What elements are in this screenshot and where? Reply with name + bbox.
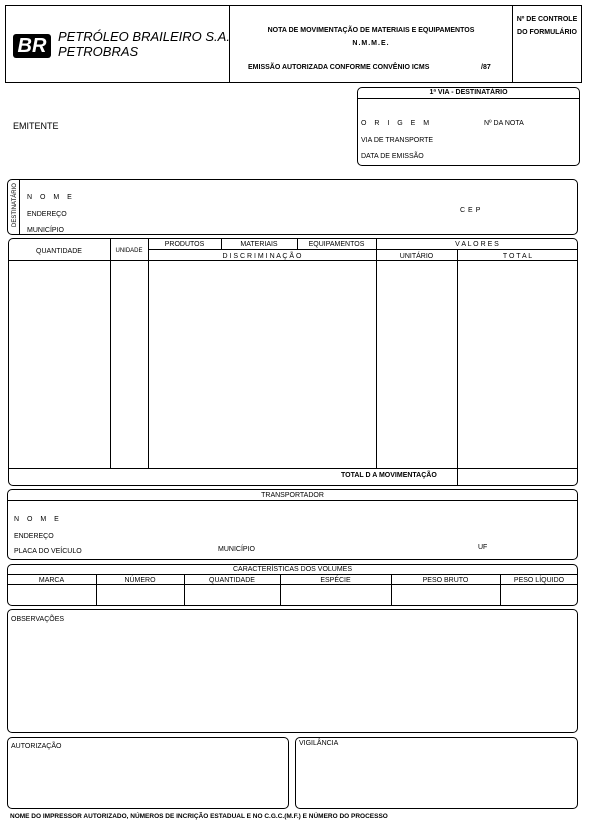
- document-title: NOTA DE MOVIMENTAÇÃO DE MATERIAIS E EQUIPAMENTOS: [267, 27, 475, 34]
- via-transporte-label: VIA DE TRANSPORTE: [361, 137, 434, 144]
- via-title-line: [357, 98, 580, 99]
- destinatario-cep-label: CEP: [460, 207, 484, 214]
- col-unidade: UNIDADE: [115, 248, 143, 254]
- col-total: T O T A L: [502, 253, 533, 260]
- company-brand: PETROBRAS: [58, 44, 139, 59]
- control-number-label-2: DO FORMULÁRIO: [517, 29, 577, 36]
- destinatario-box: [7, 179, 578, 235]
- total-row-line: [8, 468, 578, 469]
- via-title: 1ª VIA - DESTINATÁRIO: [429, 89, 508, 96]
- destinatario-municipio-label: MUNICÍPIO: [27, 227, 64, 234]
- vigilancia-label: VIGILÂNCIA: [299, 740, 339, 747]
- transportador-uf-label: UF: [478, 544, 488, 551]
- vigilancia-box: [295, 737, 578, 809]
- transportador-municipio-label: MUNICÍPIO: [218, 546, 255, 553]
- transportador-title: TRANSPORTADOR: [261, 492, 324, 499]
- destinatario-divider: [19, 179, 20, 235]
- destinatario-side-label: DESTINATÁRIO: [12, 183, 18, 227]
- col-quantidade: QUANTIDADE: [36, 248, 82, 255]
- col-divider-unitario: [457, 249, 458, 486]
- autorizacao-label: AUTORIZAÇÃO: [11, 743, 62, 750]
- observacoes-box: [7, 609, 578, 733]
- footer-printer-info: NOME DO IMPRESSOR AUTORIZADO, NÚMEROS DE INCRIÇÃO ESTADUAL E NO C.G.C.(M.F.) E NÚMERO DO PROCESSO: [10, 813, 388, 820]
- items-table: [8, 238, 578, 486]
- transportador-endereco-label: ENDEREÇO: [14, 533, 54, 540]
- origem-label: O R I G E M: [361, 120, 433, 127]
- total-movimentacao-label: TOTAL D A MOVIMENTAÇÃO: [341, 472, 437, 479]
- emitente-label: EMITENTE: [13, 121, 59, 131]
- emission-suffix: /87: [481, 64, 491, 71]
- vol-col-peso-liquido: PESO LÍQUIDO: [513, 577, 565, 584]
- data-emissao-label: DATA DE EMISSÃO: [361, 153, 424, 160]
- document-code: N.M.M.E.: [352, 40, 390, 47]
- col-valores: V A L O R E S: [455, 241, 499, 248]
- vol-col-numero: NÚMERO: [124, 577, 156, 584]
- br-logo-text: BR: [17, 35, 47, 57]
- destinatario-endereco-label: ENDEREÇO: [27, 211, 67, 218]
- transportador-nome-label: N O M E: [14, 516, 62, 523]
- items-header-line: [8, 260, 578, 261]
- col-produtos: PRODUTOS: [164, 241, 205, 248]
- volumes-title: CARACTERÍSTICAS DOS VOLUMES: [232, 566, 353, 573]
- company-name: PETRÓLEO BRAILEIRO S.A.: [58, 29, 230, 44]
- control-number-label: Nº DE CONTROLE: [516, 16, 578, 23]
- col-divider-qty: [110, 238, 111, 468]
- col-unitario: UNITÁRIO: [399, 253, 434, 260]
- volumes-title-line: [7, 574, 578, 575]
- vol-col-marca: MARCA: [38, 577, 65, 584]
- col-equipamentos: EQUIPAMENTOS: [308, 241, 365, 248]
- transportador-title-line: [7, 500, 578, 501]
- transportador-placa-label: PLACA DO VEÍCULO: [14, 548, 82, 555]
- col-discriminacao: D I S C R I M I N A Ç Ã O: [222, 253, 302, 260]
- volumes-header-line: [7, 584, 578, 585]
- emission-authorization: EMISSÃO AUTORIZADA CONFORME CONVÊNIO ICMS: [248, 64, 430, 71]
- vol-col-peso-bruto: PESO BRUTO: [422, 577, 469, 584]
- col-divider-disc: [376, 249, 377, 468]
- nota-number-label: Nº DA NOTA: [484, 120, 524, 127]
- col-materiais: MATERIAIS: [240, 241, 278, 248]
- items-subheader-line: [148, 249, 578, 250]
- vol-col-quantidade: QUANTIDADE: [209, 577, 255, 584]
- vol-col-especie: ESPÉCIE: [320, 577, 351, 584]
- observacoes-label: OBSERVAÇÕES: [11, 616, 65, 623]
- destinatario-nome-label: N O M E: [27, 194, 75, 201]
- col-divider-unit: [148, 238, 149, 468]
